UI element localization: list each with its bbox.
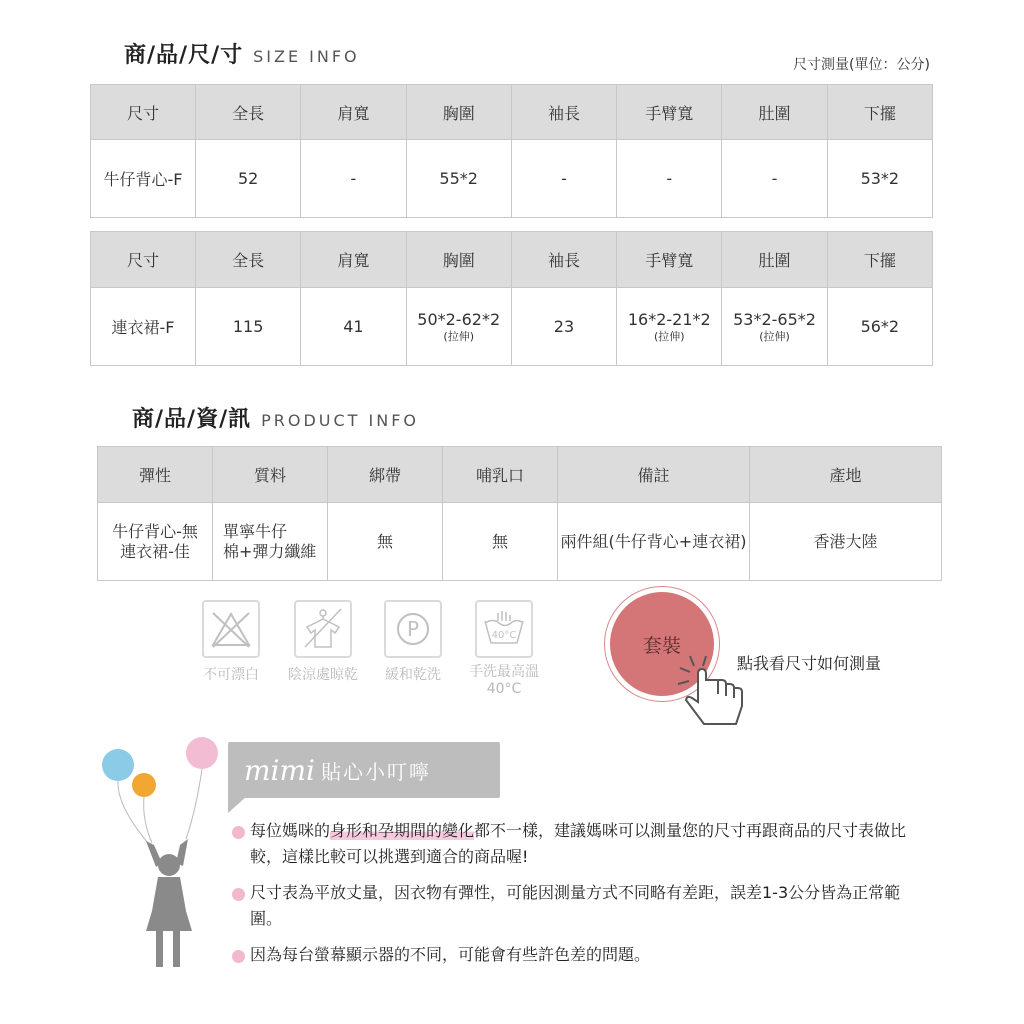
cell-waist [722,288,827,366]
stretch-note: (拉伸) [653,329,685,343]
header-elasticity: 彈性 [98,447,213,503]
blue-balloon [102,749,134,781]
header-sleeve: 袖長 [511,232,616,288]
header-length: 全長 [196,85,301,140]
table-row [91,288,933,366]
hand-wash-icon [475,600,533,658]
size-info-title-zh: 商/品/尺/寸 [124,43,244,68]
header-shoulder: 肩寬 [301,85,406,140]
care-label: 手洗最高溫 [469,664,539,680]
care-label: 緩和乾洗 [385,667,441,683]
header-size: 尺寸 [91,85,196,140]
cell-chest-value: 50*2-62*2 [417,309,501,329]
care-hand-wash [462,600,546,698]
care-shade-dry [280,600,366,684]
header-sleeve: 袖長 [511,85,616,140]
cell-waist-value: 53*2-65*2 [733,309,816,329]
header-chest: 胸圍 [406,85,511,140]
note-3 [232,942,932,968]
care-dry-clean [378,600,448,684]
header-arm: 手臂寬 [617,232,722,288]
cell-waist: - [722,140,827,218]
note-1-pre: 每位媽咪的 [250,821,331,840]
size-table-dress [90,231,933,366]
cell-sleeve: - [511,140,616,218]
note-2-text: 尺寸表為平放丈量，因衣物有彈性，可能因測量方式不同略有差距，誤差1-3公分皆為正常範圍。 [250,883,901,928]
bullet-dot [232,888,245,901]
header-hem: 下擺 [827,232,932,288]
cell-chest: 55*2 [406,140,511,218]
care-label-temp: 40°C [486,681,522,697]
header-waist: 肚圍 [722,232,827,288]
material-line-1: 單寧牛仔 [223,521,288,541]
elasticity-dress: 連衣裙-佳 [120,541,190,561]
cell-sleeve: 23 [511,288,616,366]
header-arm: 手臂寬 [617,85,722,140]
dry-clean-icon [384,600,442,658]
note-1-highlight: 身形和孕期間的變化 [330,821,475,840]
cell-size: 連衣裙-F [91,288,196,366]
cell-hem: 56*2 [827,288,932,366]
size-info-title-en: SIZE INFO [253,47,360,66]
note-1-text [232,818,932,870]
header-remark: 備註 [558,447,750,503]
cell-nursing: 無 [443,503,558,581]
cell-chest [406,288,511,366]
header-length: 全長 [196,232,301,288]
care-label: 不可漂白 [203,667,259,683]
size-table-vest [90,84,933,218]
product-info-title [132,402,419,433]
header-nursing: 哺乳口 [443,447,558,503]
cell-material [213,503,328,581]
tips-banner [228,742,500,798]
stretch-note: (拉伸) [759,329,790,343]
tips-title: 貼心小叮嚀 [321,759,432,784]
header-origin: 產地 [750,447,942,503]
suit-label: 套裝 [642,634,681,657]
product-info-title-zh: 商/品/資/訊 [132,407,252,432]
cell-elasticity [98,503,213,581]
cell-length: 115 [196,288,301,366]
dry-clean-symbol: P [406,617,420,641]
note-1 [232,818,932,870]
cell-size: 牛仔背心-F [91,140,196,218]
banner-tail [228,797,246,813]
wash-temperature: 40°C [491,630,517,641]
header-shoulder: 肩寬 [301,232,406,288]
header-size: 尺寸 [91,232,196,288]
cell-shoulder: - [301,140,406,218]
cell-remark: 兩件組(牛仔背心+連衣裙) [558,503,750,581]
cell-origin: 香港大陸 [750,503,942,581]
table-header-row [91,85,933,140]
bullet-dot [232,826,245,839]
pink-balloon [186,737,218,769]
cell-strap: 無 [328,503,443,581]
cell-hem: 53*2 [827,140,932,218]
product-info-table [97,446,942,581]
measure-guide-link[interactable]: 點我看尺寸如何測量 [737,654,882,673]
cell-arm [617,288,722,366]
table-header-row [91,232,933,288]
note-2 [232,880,932,932]
header-hem: 下擺 [827,85,932,140]
header-waist: 肚圍 [722,85,827,140]
orange-balloon [132,773,156,797]
size-info-title [124,38,360,69]
material-line-2: 棉+彈力纖維 [223,541,317,561]
note-1-post: 都不一樣，建議媽咪可以測量您的尺寸再跟商品的尺寸表做比較，這樣比較可以挑選到適合的商品喔! [250,821,907,866]
cell-length: 52 [196,140,301,218]
header-strap: 綁帶 [328,447,443,503]
brand-name: mimi [244,753,316,787]
care-no-bleach [196,600,266,684]
table-row [98,503,942,581]
bullet-dot [232,950,245,963]
note-3-text: 因為每台螢幕顯示器的不同，可能會有些許色差的問題。 [250,945,651,964]
no-bleach-icon [202,600,260,658]
cell-shoulder: 41 [301,288,406,366]
girl-with-balloons-illustration [96,735,226,979]
header-chest: 胸圍 [406,232,511,288]
stretch-note: (拉伸) [443,329,474,343]
care-label: 陰涼處晾乾 [288,667,358,683]
unit-note: 尺寸測量(單位：公分) [793,57,930,73]
cell-arm: - [617,140,722,218]
product-info-title-en: PRODUCT INFO [261,411,420,430]
shade-dry-icon [294,600,352,658]
header-material: 質料 [213,447,328,503]
table-row [91,140,933,218]
table-header-row [98,447,942,503]
cell-arm-value: 16*2-21*2 [627,309,711,329]
elasticity-vest: 牛仔背心-無 [112,521,198,541]
